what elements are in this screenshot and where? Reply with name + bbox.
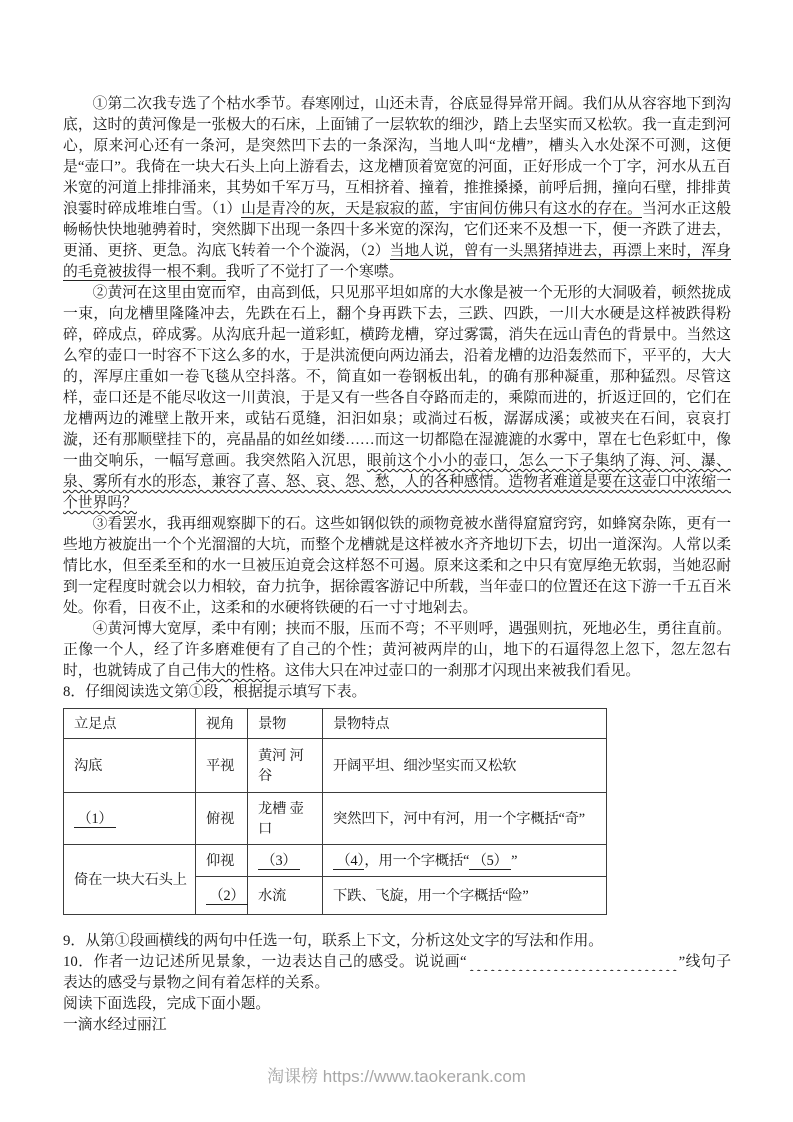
table-cell: 倚在一块大石头上: [64, 845, 196, 915]
table-cell: 俯视: [196, 793, 248, 845]
footer-site-name: 淘课榜: [267, 1067, 319, 1086]
table-cell-blank-4-5: （4），用一个字概括“ （5） ”: [323, 845, 607, 877]
table-row: [64, 793, 607, 845]
col-header-features: 景物特点: [323, 709, 607, 739]
table-cell: 龙槽 壶口: [248, 793, 323, 845]
next-passage-title: 一滴水经过丽江: [63, 1017, 167, 1034]
passage: [63, 94, 731, 682]
table-header-row: [64, 709, 607, 739]
table-row: [64, 739, 607, 793]
col-header-scenery: 景物: [248, 709, 323, 739]
passage-paragraph: ①第二次我专选了个枯水季节。春寒刚过，山还未青，谷底显得异常开阔。我们从从容容地下到沟底，这时的黄河像是一张极大的石床，上面铺了一层软软的细沙，踏上去坚实而又松软。我一直走到河心，原来河心还有一条河，是突然凹下去的一条深沟，当地人叫“龙槽”，槽头入水处深不可测，这便是“壶口”。我倚在一块大石头上向上游看去，这龙槽顶着宽宽的河面，正好形成一个丁字，河水从五百米宽的河道上排排涌来，其势如千军万马，互相挤着、撞着，推推搡搡，前呼后拥，撞向石壁，排排黄浪霎时碎成堆堆白雪。（1）山是青冷的灰，天是寂寂的蓝，宇宙间仿佛只有这水的存在。当河水正这般畅畅快快地驰骋着时，突然脚下出现一条四十多米宽的深沟，它们还来不及想一下，便一齐跌了进去，更涌、更挤、更急。沟底飞转着一个个漩涡，（2）当地人说，曾有一头黑猪掉进去，再漂上来时，浑身的毛竟被拔得一根不剩。我听了不觉打了一个寒噤。: [63, 96, 731, 280]
table-cell: 突然凹下，河中有河，用一个字概括“奇”: [323, 793, 607, 845]
footer-url: https://www.taokerank.com: [322, 1067, 526, 1086]
question-9: 9．从第①段画横线的两句中任选一句，联系上下文，分析这处文字的写法和作用。: [63, 933, 604, 949]
table-cell: 黄河 河谷: [248, 739, 323, 793]
table-cell-blank-2: （2）: [196, 877, 248, 915]
col-header-standpoint: 立足点: [64, 709, 196, 739]
table-cell: 平视: [196, 739, 248, 793]
table-cell: 仰视: [196, 845, 248, 877]
table-cell: 开阔平坦、细沙坚实而又松软: [323, 739, 607, 793]
table-cell-blank-1: （1）: [64, 793, 196, 845]
wavy-blank-line: [467, 952, 679, 971]
table-cell: 下跌、飞旋，用一个字概括“险”: [323, 877, 607, 915]
passage-paragraph: ④黄河博大宽厚，柔中有刚；挟而不服，压而不弯；不平则呼，遇强则抗，死地必生，勇往直前。正像一个人，经了许多磨难便有了自己的个性；黄河被两岸的山，地下的石逼得忽上忽下，忽左忽右时，也就铸成了自己伟大的性格。这伟大只在冲过壶口的一刹那才闪现出来被我们看见。: [63, 621, 731, 679]
table-cell: 沟底: [64, 739, 196, 793]
question-10: 10．作者一边记述所见景象，一边表达自己的感受。说说画“ ”线句子表达的感受与景物之间有着怎样的关系。: [63, 952, 731, 994]
table-row: [64, 845, 607, 877]
table-cell: 水流: [248, 877, 323, 915]
document-body: [63, 94, 731, 1036]
col-header-viewangle: 视角: [196, 709, 248, 739]
table-cell-blank-3: （3）: [248, 845, 323, 877]
question8-table: [63, 708, 607, 915]
passage-paragraph: ③看罢水，我再细观察脚下的石。这些如钢似铁的顽物竟被水凿得窟窟窍窍，如蜂窝杂陈，更有一些地方被旋出一个个光溜溜的大坑，而整个龙槽就是这样被水齐齐地切下去，切出一道深沟。人常以柔情比水，但至柔至和的水一旦被压迫竟会这样怒不可遏。原来这柔和之中只有宽厚绝无软弱，当她忍耐到一定程度时就会以力相较，奋力抗争，据徐霞客游记中所载，当年壶口的位置还在这下游一千五百米处。你看，日夜不止，这柔和的水硬将铁硬的石一寸寸地剁去。: [63, 516, 731, 616]
passage-paragraph: ②黄河在这里由宽而窄，由高到低，只见那平坦如席的大水像是被一个无形的大洞吸着，顿然拢成一束，向龙槽里隆隆冲去，先跌在石上，翻个身再跌下去，三跌、四跌，一川大水硬是这样被跌得粉碎，碎成点，碎成雾。从沟底升起一道彩虹，横跨龙槽，穿过雾霭，消失在远山青色的背景中。当然这么窄的壶口一时容不下这么多的水，于是洪流便向两边涌去，沿着龙槽的边沿轰然而下，平平的，大大的，浑厚庄重如一卷飞毯从空抖落。不，简直如一卷钢板出轧，的确有那种凝重，那种猛烈。尽管这样，壶口还是不能尽收这一川黄浪，于是又有一些各自夺路而走的，乘隙而进的，折返迂回的，它们在龙槽两边的滩壁上散开来，或钻石觅缝，汩汩如泉；或淌过石板，潺潺成溪；或被夹在石间，哀哀打漩，还有那顺壁挂下的，亮晶晶的如丝如缕……而这一切都隐在湿漉漉的水雾中，罩在七色彩虹中，像一曲交响乐，一幅写意画。我突然陷入沉思，眼前这个小小的壶口，怎么一下子集纳了海、河、瀑、泉、雾所有水的形态，兼容了喜、怒、哀、怨、愁，人的各种感情。造物者难道是要在这壶口中浓缩一个世界吗？: [63, 285, 731, 511]
footer-watermark: [0, 1066, 793, 1088]
reading-prompt: 阅读下面选段，完成下面小题。: [63, 996, 271, 1013]
question-8-prompt: 8．仔细阅读选文第①段，根据提示填写下表。: [63, 684, 367, 700]
